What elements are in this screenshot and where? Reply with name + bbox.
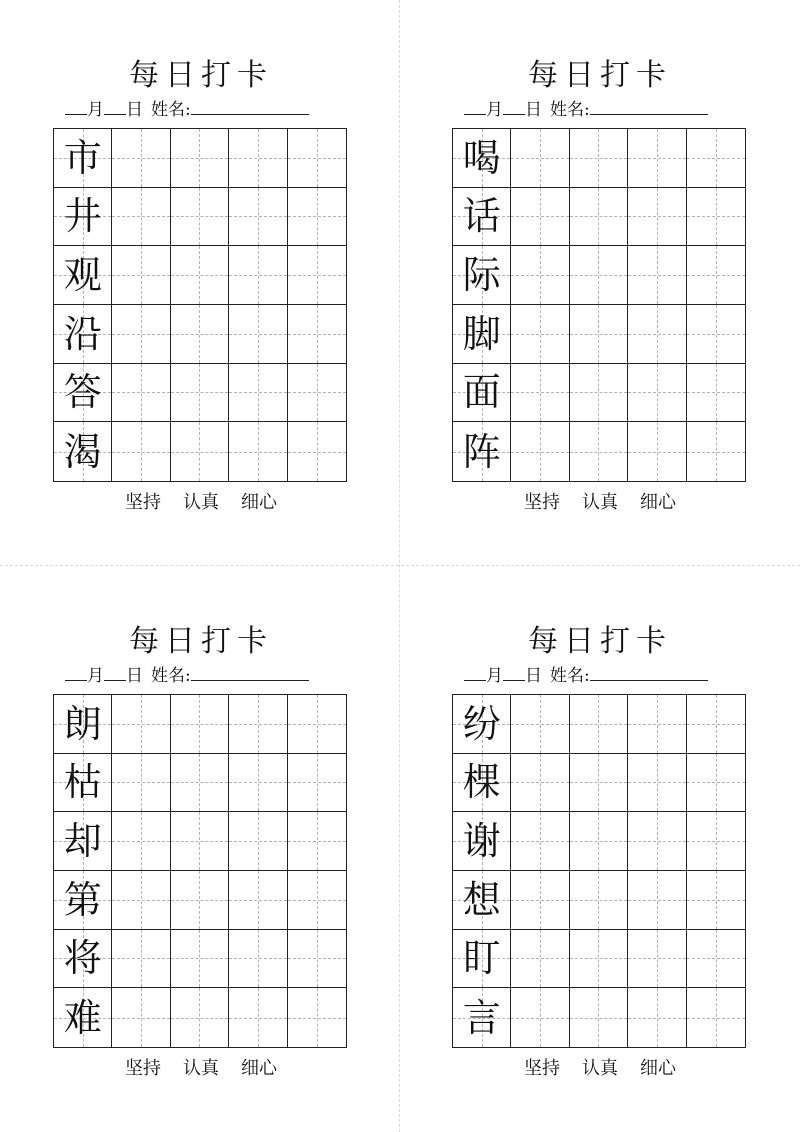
model-character: 盯 (462, 936, 501, 981)
card-title: 每日打卡 (528, 58, 672, 93)
grid-cell[interactable] (511, 364, 569, 423)
grid-cell[interactable] (511, 988, 569, 1047)
grid-cell[interactable] (687, 129, 745, 188)
grid-cell[interactable] (511, 246, 569, 305)
grid-cell[interactable] (687, 871, 745, 930)
motto-line (452, 490, 748, 516)
grid-cell (453, 188, 511, 247)
worksheet-card-3 (53, 566, 349, 1079)
grid-cell[interactable] (570, 422, 628, 481)
grid-cell[interactable] (511, 305, 569, 364)
grid-cell (453, 129, 511, 188)
grid-cell[interactable] (288, 871, 346, 930)
day-label: 日 (525, 100, 542, 120)
worksheet-card-1 (53, 0, 349, 513)
grid-cell[interactable] (229, 422, 287, 481)
motto-line (53, 1056, 349, 1082)
model-character: 脚 (462, 311, 501, 356)
name-label: 姓名: (550, 100, 590, 120)
grid-cell[interactable] (171, 930, 229, 989)
name-label: 姓名: (151, 100, 191, 120)
practice-grid (53, 128, 347, 482)
name-blank[interactable] (590, 98, 708, 115)
model-character: 朗 (63, 701, 102, 746)
motto-word: 细心 (640, 1058, 676, 1079)
grid-cell[interactable] (112, 871, 170, 930)
model-character: 阵 (462, 429, 501, 474)
grid-cell[interactable] (288, 422, 346, 481)
model-character: 井 (63, 194, 102, 239)
model-character: 观 (63, 253, 102, 298)
model-character: 枯 (63, 760, 102, 805)
grid-cell[interactable] (288, 188, 346, 247)
grid-cell[interactable] (570, 305, 628, 364)
model-character: 市 (63, 135, 102, 180)
grid-cell[interactable] (570, 754, 628, 813)
grid-cell[interactable] (112, 129, 170, 188)
month-label: 月 (87, 666, 104, 686)
grid-cell[interactable] (288, 754, 346, 813)
grid-cell[interactable] (687, 812, 745, 871)
grid-cell[interactable] (288, 695, 346, 754)
grid-cell[interactable] (288, 930, 346, 989)
month-blank[interactable] (65, 98, 87, 115)
motto-word: 认真 (183, 1058, 219, 1079)
grid-cell[interactable] (687, 246, 745, 305)
motto-line (452, 1056, 748, 1082)
motto-word: 认真 (183, 492, 219, 513)
grid-cell (453, 364, 511, 423)
motto-word: 细心 (241, 1058, 277, 1079)
grid-cell[interactable] (112, 305, 170, 364)
grid-cell[interactable] (570, 695, 628, 754)
grid-cell[interactable] (171, 305, 229, 364)
grid-cell (453, 871, 511, 930)
grid-cell[interactable] (112, 930, 170, 989)
month-label: 月 (486, 100, 503, 120)
grid-cell (453, 812, 511, 871)
grid-cell[interactable] (288, 812, 346, 871)
grid-cell[interactable] (229, 695, 287, 754)
grid-cell (453, 246, 511, 305)
grid-cell[interactable] (171, 246, 229, 305)
worksheet-card-2 (452, 0, 748, 513)
grid-cell[interactable] (687, 754, 745, 813)
grid-cell[interactable] (288, 246, 346, 305)
grid-cell[interactable] (112, 188, 170, 247)
grid-cell[interactable] (628, 364, 686, 423)
month-blank[interactable] (464, 664, 486, 681)
grid-cell[interactable] (511, 871, 569, 930)
name-blank[interactable] (191, 98, 309, 115)
grid-cell[interactable] (628, 695, 686, 754)
grid-cell[interactable] (511, 754, 569, 813)
grid-cell[interactable] (229, 871, 287, 930)
motto-word: 认真 (582, 1058, 618, 1079)
motto-word: 坚持 (125, 492, 161, 513)
grid-cell[interactable] (687, 988, 745, 1047)
grid-cell (54, 871, 112, 930)
grid-cell[interactable] (628, 988, 686, 1047)
grid-cell[interactable] (229, 754, 287, 813)
model-character: 纷 (462, 701, 501, 746)
grid-cell[interactable] (687, 695, 745, 754)
model-character: 棵 (462, 760, 501, 805)
grid-cell[interactable] (570, 812, 628, 871)
day-blank[interactable] (503, 98, 525, 115)
grid-cell[interactable] (112, 364, 170, 423)
grid-cell[interactable] (229, 246, 287, 305)
month-blank[interactable] (65, 664, 87, 681)
grid-cell[interactable] (288, 364, 346, 423)
grid-cell[interactable] (171, 754, 229, 813)
grid-cell (453, 422, 511, 481)
grid-cell[interactable] (628, 305, 686, 364)
grid-cell[interactable] (628, 129, 686, 188)
grid-cell (54, 988, 112, 1047)
day-blank[interactable] (503, 664, 525, 681)
grid-cell[interactable] (628, 246, 686, 305)
model-character: 沿 (63, 311, 102, 356)
model-character: 第 (63, 877, 102, 922)
name-label: 姓名: (550, 666, 590, 686)
day-label: 日 (126, 666, 143, 686)
grid-cell[interactable] (570, 129, 628, 188)
motto-word: 认真 (582, 492, 618, 513)
grid-cell[interactable] (628, 930, 686, 989)
practice-grid (452, 128, 746, 482)
grid-cell[interactable] (229, 930, 287, 989)
grid-cell[interactable] (171, 129, 229, 188)
grid-cell (54, 364, 112, 423)
worksheet-card-4 (452, 566, 748, 1079)
grid-cell[interactable] (511, 812, 569, 871)
grid-cell[interactable] (229, 305, 287, 364)
day-label: 日 (525, 666, 542, 686)
grid-cell[interactable] (687, 930, 745, 989)
grid-cell (54, 754, 112, 813)
motto-word: 细心 (241, 492, 277, 513)
grid-cell[interactable] (171, 422, 229, 481)
motto-line (53, 490, 349, 516)
grid-cell[interactable] (511, 129, 569, 188)
date-name-line (65, 98, 347, 120)
grid-cell[interactable] (570, 188, 628, 247)
month-blank[interactable] (464, 98, 486, 115)
grid-cell (453, 930, 511, 989)
model-character: 渴 (63, 429, 102, 474)
grid-cell (54, 305, 112, 364)
model-character: 话 (462, 194, 501, 239)
model-character: 喝 (462, 135, 501, 180)
model-character: 答 (63, 370, 102, 415)
grid-cell[interactable] (229, 129, 287, 188)
grid-cell[interactable] (112, 422, 170, 481)
grid-cell[interactable] (628, 812, 686, 871)
grid-cell[interactable] (112, 246, 170, 305)
grid-cell (54, 695, 112, 754)
model-character: 难 (63, 995, 102, 1040)
motto-word: 坚持 (524, 492, 560, 513)
grid-cell[interactable] (511, 422, 569, 481)
grid-cell (54, 246, 112, 305)
grid-cell[interactable] (171, 988, 229, 1047)
grid-cell[interactable] (628, 422, 686, 481)
grid-cell[interactable] (229, 988, 287, 1047)
grid-cell[interactable] (229, 364, 287, 423)
model-character: 言 (462, 995, 501, 1040)
grid-cell[interactable] (511, 188, 569, 247)
grid-cell[interactable] (112, 695, 170, 754)
grid-cell (453, 754, 511, 813)
grid-cell[interactable] (171, 871, 229, 930)
grid-cell[interactable] (112, 754, 170, 813)
model-character: 面 (462, 370, 501, 415)
grid-cell[interactable] (687, 364, 745, 423)
grid-cell[interactable] (687, 188, 745, 247)
practice-grid (53, 694, 347, 1048)
grid-cell (453, 305, 511, 364)
model-character: 想 (462, 877, 501, 922)
grid-cell (54, 129, 112, 188)
card-title: 每日打卡 (129, 624, 273, 659)
date-name-line (464, 664, 746, 686)
grid-cell[interactable] (112, 812, 170, 871)
date-name-line (65, 664, 347, 686)
grid-cell[interactable] (628, 754, 686, 813)
page-divider-vertical (399, 0, 400, 1132)
grid-cell[interactable] (628, 871, 686, 930)
motto-word: 细心 (640, 492, 676, 513)
motto-word: 坚持 (125, 1058, 161, 1079)
model-character: 谢 (462, 819, 501, 864)
grid-cell[interactable] (570, 364, 628, 423)
grid-cell[interactable] (570, 988, 628, 1047)
grid-cell[interactable] (171, 812, 229, 871)
grid-cell[interactable] (687, 422, 745, 481)
model-character: 将 (63, 936, 102, 981)
grid-cell[interactable] (288, 305, 346, 364)
grid-cell[interactable] (570, 930, 628, 989)
grid-cell[interactable] (171, 364, 229, 423)
grid-cell[interactable] (511, 930, 569, 989)
date-name-line (464, 98, 746, 120)
grid-cell (453, 695, 511, 754)
name-blank[interactable] (191, 664, 309, 681)
grid-cell[interactable] (171, 695, 229, 754)
grid-cell[interactable] (288, 988, 346, 1047)
grid-cell[interactable] (288, 129, 346, 188)
grid-cell[interactable] (687, 305, 745, 364)
grid-cell[interactable] (229, 812, 287, 871)
practice-grid (452, 694, 746, 1048)
month-label: 月 (87, 100, 104, 120)
grid-cell[interactable] (570, 871, 628, 930)
model-character: 际 (462, 253, 501, 298)
motto-word: 坚持 (524, 1058, 560, 1079)
day-blank[interactable] (104, 98, 126, 115)
grid-cell[interactable] (171, 188, 229, 247)
grid-cell (54, 930, 112, 989)
name-label: 姓名: (151, 666, 191, 686)
grid-cell (54, 422, 112, 481)
month-label: 月 (486, 666, 503, 686)
grid-cell[interactable] (229, 188, 287, 247)
day-label: 日 (126, 100, 143, 120)
grid-cell (453, 988, 511, 1047)
day-blank[interactable] (104, 664, 126, 681)
model-character: 却 (63, 819, 102, 864)
card-title: 每日打卡 (528, 624, 672, 659)
card-title: 每日打卡 (129, 58, 273, 93)
grid-cell[interactable] (628, 188, 686, 247)
grid-cell[interactable] (112, 988, 170, 1047)
grid-cell (54, 188, 112, 247)
grid-cell (54, 812, 112, 871)
grid-cell[interactable] (511, 695, 569, 754)
name-blank[interactable] (590, 664, 708, 681)
grid-cell[interactable] (570, 246, 628, 305)
